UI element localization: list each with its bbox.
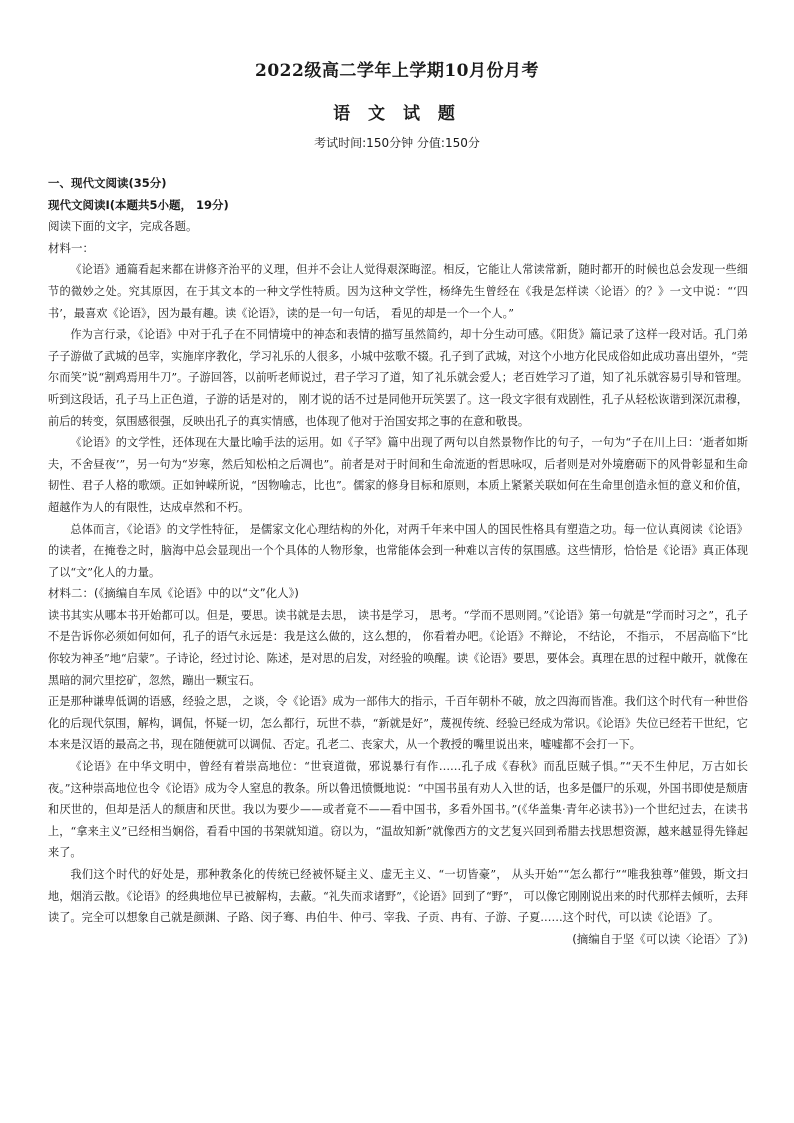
material2-paragraph: 读书其实从哪本书开始都可以。但是，要思。读书就是去思， 读书是学习， 思考。“学而不思则罔。”《论语》第一句就是“学而时习之”，孔子不是告诉你必须如何如何，孔子的语气永远是：我是这么做的，这么想的， 你看着办吧。《论语》不辩论， 不结论， 不指示， 不居高临下“比你较为神圣”地“启蒙”。子诗论，经过讨论、陈述，是对思的启发，对经验的唤醒。读《论语》要思，要体会。真理在思的过程中敞开，就像在黑暗的洞穴里挖矿，忽然，蹦出一颗宝石。	[48, 608, 748, 687]
material1-paragraph: 总体而言，《论语》的文学性特征， 是儒家文化心理结构的外化，对两千年来中国人的国民性格具有塑造之功。每一位认真阅读《论语》的读者，在掩卷之时，脑海中总会显现出一个个具体的人物形象，也常能体会到一种难以言传的氛围感。这些情形，恰恰是《论语》真正体现了以“文”化人的力量。	[48, 522, 748, 579]
material2-paragraph: 《论语》在中华文明中，曾经有着崇高地位：“世衰道微，邪说暴行有作……孔子成《春秋》而乱臣贼子惧。”“天不生仲尼，万古如长夜。”这种崇高地位也令《论语》成为令人窒息的教条。所以鲁迅愤慨地说：“中国书虽有劝人入世的话，也多是僵尸的乐观，外国书即使是颓唐和厌世的，但却是活人的颓唐和厌世。我以为要少——或者竟不——看中国书，多看外国书。”(《华盖集·青年必读书》)一个世纪过去，在读书上，“拿来主义”已经相当娴俗，看看中国的书架就知道。窃以为，“温故知新”就像西方的文艺复兴回到希腊去找思想资源，越来越显得先锋起来了。	[48, 760, 748, 860]
material1-paragraph: 《论语》的文学性，还体现在大量比喻手法的运用。如《子罕》篇中出现了两句以自然景物作比的句子，一句为“子在川上曰：‘逝者如斯夫，不舍昼夜’”，另一句为“岁寒，然后知松柏之后凋也”。前者是对于时间和生命流逝的哲思咏叹，后者则是对外境磨砺下的风骨彰显和生命韧性、君子人格的歌颂。正如钟嵘所说，“因物喻志，比也”。儒家的修身目标和原则，本质上紧紧关联如何在生命里创造永恒的意义和价值，超越作为人的有限性，达成卓然和不朽。	[48, 436, 748, 514]
reading-section	[48, 173, 748, 950]
exam-meta: 考试时间:150分钟 分值:150分	[314, 136, 480, 150]
material2-paragraph: 正是那种谦卑低调的语感，经验之思， 之谈，令《论语》成为一部伟大的指示，千百年朝朴不破，放之四海而皆准。我们这个时代有一种世俗化的后现代氛围，解构，调侃，怀疑一切，怎么都行，玩世不恭，“新就是好”，蔑视传统、经验已经成为常识。《论语》失位已经若干世纪，它本来是汉语的最高之书，现在随便就可以调侃、否定。孔老二、丧家犬，从一个教授的嘴里说出来，嘘嘘都不会打一下。	[48, 695, 748, 752]
instruction-text: 阅读下面的文字，完成各题。	[48, 219, 198, 234]
material1-label: 材料一：	[48, 240, 94, 255]
material2-paragraph: 我们这个时代的好处是，那种教条化的传统已经被怀疑主义、虚无主义、“一切皆豪”， 从头开始”“怎么都行”“唯我独尊”催毁，斯文扫地，烟消云散。《论语》的经典地位早已被解构，去蔽。“礼失而求诸野”，《论语》回到了“野”， 可以像它刚刚说出来的时代那样去倾听，去拜读了。完全可以想象自己就是颜渊、子路、闵子骞、冉伯牛、仲弓、宰我、子贡、冉有、子游、子夏……这个时代，可以读《论语》了。	[48, 868, 748, 925]
source-citation: (摘编自于坚《可以读〈论语〉了》)	[572, 931, 748, 946]
subject-title: 语 文 试 题	[333, 104, 461, 124]
section-heading: 一、现代文阅读(35分)	[48, 176, 167, 190]
exam-title: 2022级高二学年上学期10月份月考	[255, 61, 539, 81]
section-subheading: 现代文阅读Ⅰ(本题共5小题， 19分)	[48, 197, 229, 212]
material1-paragraph: 《论语》通篇看起来都在讲修齐治平的义理，但并不会让人觉得艰深晦涩。相反，它能让人常读常新，随时都开的时候也总会发现一些细节的微妙之处。究其原因，在于其文本的一种文学性特质。因为这种文学性，杨绛先生曾经在《我是怎样读〈论语〉的？》一文中说：“‘四书’，最喜欢《论语》，因为最有趣。读《论语》，读的是一句一句话， 看见的却是一个一个人。”	[48, 263, 748, 320]
material2-label: 材料二：(《摘编自车凤《论语》中的以“文”化人》)	[48, 586, 299, 601]
material1-paragraph: 作为言行录，《论语》中对于孔子在不同情境中的神态和表情的描写虽然简约，却十分生动可感。《阳货》篇记录了这样一段对话。孔门弟子子游做了武城的邑宰，实施庠序教化，学习礼乐的人很多，小城中弦歌不辍。孔子到了武城，对这个小地方化民成俗如此成功喜出望外，“莞尔而笑”说“割鸡焉用牛刀”。子游回答，以前听老师说过，君子学习了道，知了礼乐就会爱人；老百姓学习了道，知了礼乐就容易引导和管理。听到这段话，孔子马上正色道，子游的话是对的， 刚才说的话不过是同他开玩笑罢了。这一段文字很有戏剧性，孔子从轻松诙谐到深沉肃穆，前后的转变，氛围感很强，反映出孔子的真实情感，也体现了他对于治国安邦之事的在意和敬畏。	[48, 328, 748, 428]
